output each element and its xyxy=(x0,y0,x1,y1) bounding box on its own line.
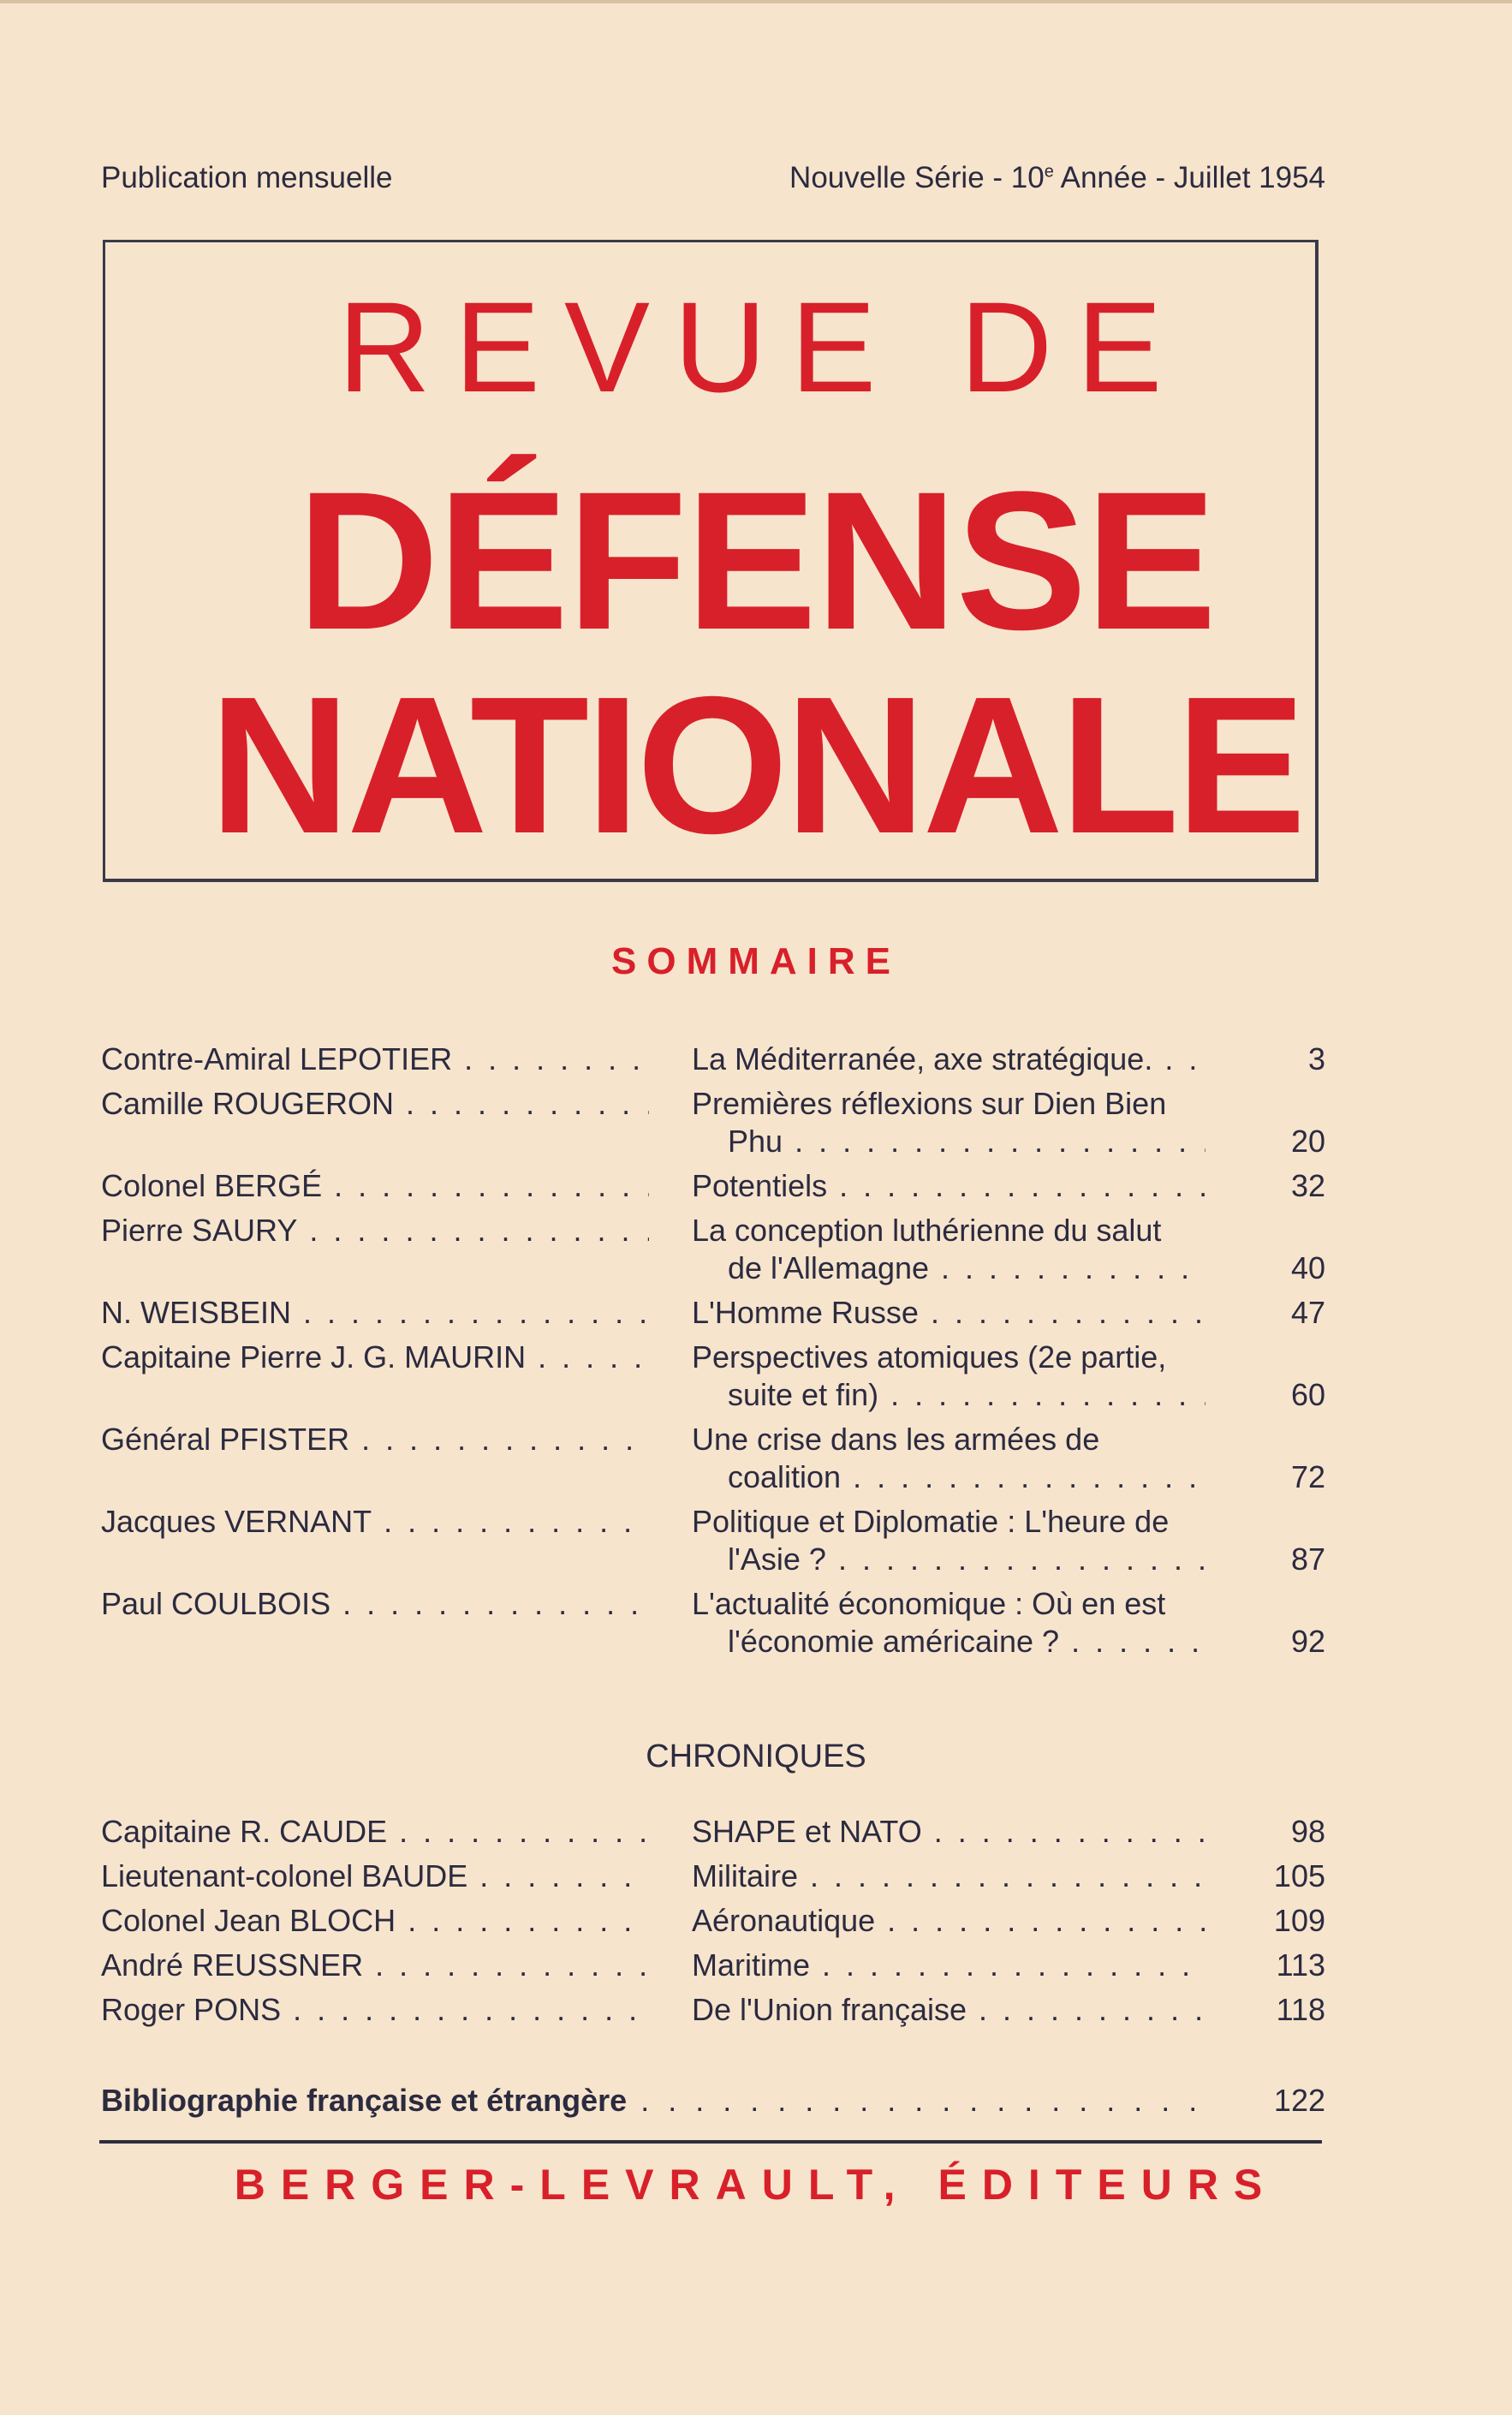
toc-title-line: l'Asie ? . . . xyxy=(692,1541,1205,1579)
toc-title xyxy=(692,1586,1205,1661)
toc-author: Capitaine R. CAUDE . . . xyxy=(101,1814,649,1850)
toc-page-number: 87 xyxy=(1290,1541,1325,1577)
toc-author: André REUSSNER . . . xyxy=(101,1947,649,1983)
issue-info: Nouvelle Série - 10e Année - Juillet 1954 xyxy=(789,161,1325,194)
toc-page-number: 20 xyxy=(1290,1124,1325,1159)
toc-title-line: SHAPE et NATO . . . xyxy=(692,1814,1205,1852)
toc-author: Pierre SAURY . . . xyxy=(101,1213,649,1249)
toc-page-number: 109 xyxy=(1273,1903,1325,1938)
publisher-name: BERGER-LEVRAULT, ÉDITEURS xyxy=(234,2161,1278,2209)
toc-author: Jacques VERNANT . . . xyxy=(101,1504,649,1540)
toc-author: Colonel BERGÉ . . . xyxy=(101,1168,649,1204)
toc-title xyxy=(692,1504,1205,1579)
toc-title xyxy=(692,1903,1205,1941)
toc-title-line: Militaire . . . xyxy=(692,1858,1205,1896)
toc-author: N. WEISBEIN . . . xyxy=(101,1295,649,1331)
toc-page-number: 118 xyxy=(1276,1992,1325,2027)
toc-title-line: Une crise dans les armées de xyxy=(692,1422,1100,1457)
chroniques-heading: CHRONIQUES xyxy=(646,1738,866,1774)
toc-title-line: Politique et Diplomatie : L'heure de xyxy=(692,1504,1170,1539)
toc-author: Capitaine Pierre J. G. MAURIN . . . xyxy=(101,1339,649,1375)
toc-page-number: 47 xyxy=(1290,1295,1325,1330)
bibliographie-page: 122 xyxy=(1273,2083,1325,2118)
toc-title-line: L'Homme Russe . . . xyxy=(692,1295,1205,1333)
toc-page-number: 3 xyxy=(1307,1041,1325,1076)
toc-title-line: Premières réflexions sur Dien Bien xyxy=(692,1086,1167,1121)
toc-title xyxy=(692,1086,1205,1161)
toc-author: Contre-Amiral LEPOTIER . . . xyxy=(101,1041,649,1077)
toc-title-line: La Méditerranée, axe stratégique. . . . xyxy=(692,1041,1205,1079)
bottom-rule xyxy=(99,2140,1322,2144)
toc-title-line: Phu . . . xyxy=(692,1124,1205,1161)
toc-page-number: 60 xyxy=(1290,1377,1325,1412)
toc-author: Roger PONS . . . xyxy=(101,1992,649,2028)
toc-page-number: 32 xyxy=(1290,1168,1325,1203)
toc-title xyxy=(692,1339,1205,1415)
toc-title xyxy=(692,1422,1205,1497)
toc-title xyxy=(692,1041,1205,1079)
toc-author: Lieutenant-colonel BAUDE . . . xyxy=(101,1858,649,1894)
toc-title-line: La conception luthérienne du salut xyxy=(692,1213,1162,1248)
toc-title-line: Maritime . . . xyxy=(692,1947,1205,1985)
toc-title xyxy=(692,1814,1205,1852)
journal-title-line3: NATIONALE xyxy=(209,657,1303,874)
toc-title-line: Aéronautique . . . xyxy=(692,1903,1205,1941)
toc-title xyxy=(692,1168,1205,1206)
bibliographie-entry xyxy=(101,2083,1325,2119)
publication-frequency: Publication mensuelle xyxy=(101,161,393,194)
toc-title-line: De l'Union française . . . xyxy=(692,1992,1205,2030)
journal-title-line1: REVUE DE xyxy=(337,275,1187,419)
toc-title-line: L'actualité économique : Où en est xyxy=(692,1586,1166,1621)
toc-author: Général PFISTER . . . xyxy=(101,1422,649,1458)
toc-title-line: suite et fin) . . . xyxy=(692,1377,1205,1415)
journal-title-line2: DÉFENSE xyxy=(296,450,1216,671)
toc-title-line: Perspectives atomiques (2e partie, xyxy=(692,1339,1167,1374)
page-top-edge xyxy=(0,0,1512,3)
toc-page-number: 98 xyxy=(1290,1814,1325,1849)
toc-author: Colonel Jean BLOCH . . . xyxy=(101,1903,649,1939)
toc-author: Paul COULBOIS . . . xyxy=(101,1586,649,1622)
toc-title-line: l'économie américaine ? . . . xyxy=(692,1624,1205,1661)
toc-title xyxy=(692,1295,1205,1333)
sommaire-heading: SOMMAIRE xyxy=(611,940,901,982)
toc-title-line: coalition . . . xyxy=(692,1459,1205,1497)
toc-title xyxy=(692,1947,1205,1985)
toc-page-number: 40 xyxy=(1290,1250,1325,1285)
toc-page-number: 105 xyxy=(1273,1858,1325,1893)
toc-title-line: de l'Allemagne . . . xyxy=(692,1250,1205,1288)
toc-title xyxy=(692,1858,1205,1896)
toc-title-line: Potentiels . . . xyxy=(692,1168,1205,1206)
toc-page-number: 72 xyxy=(1290,1459,1325,1494)
bibliographie-label: Bibliographie française et étrangère . . . xyxy=(101,2083,1214,2119)
toc-page-number: 113 xyxy=(1276,1947,1325,1983)
toc-title xyxy=(692,1992,1205,2030)
toc-author: Camille ROUGERON . . . xyxy=(101,1086,649,1122)
toc-page-number: 92 xyxy=(1290,1624,1325,1659)
toc-title xyxy=(692,1213,1205,1288)
